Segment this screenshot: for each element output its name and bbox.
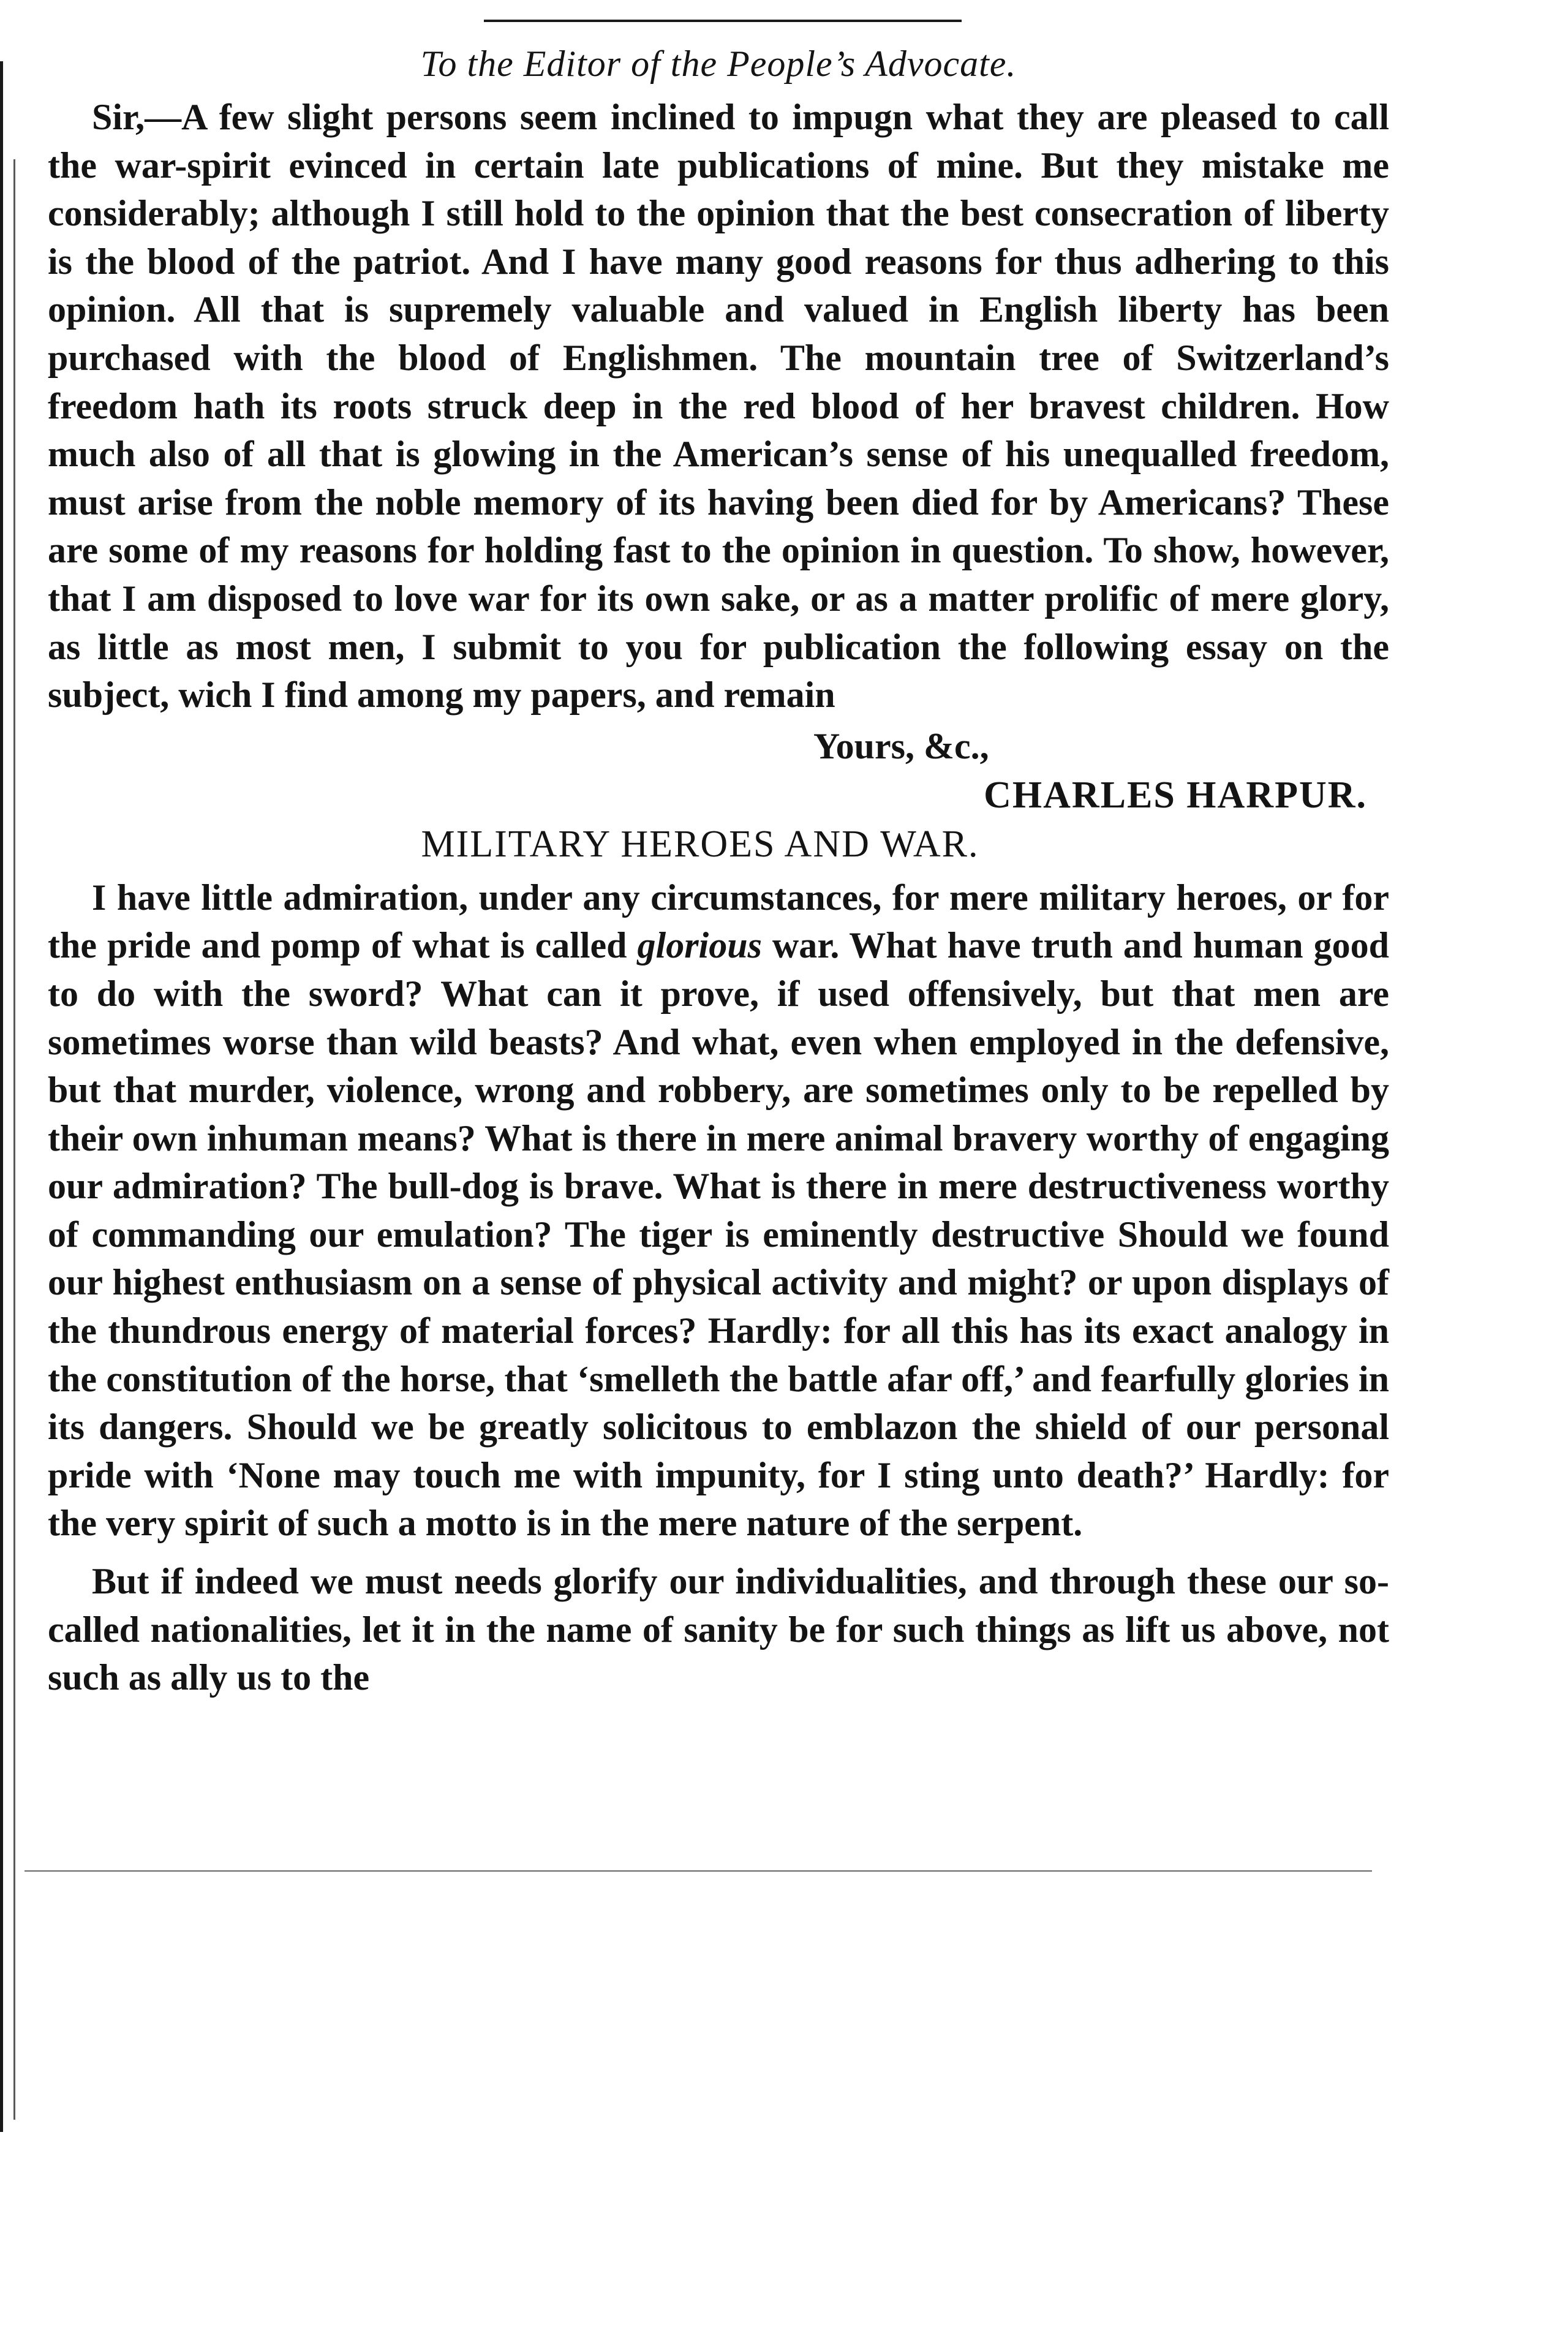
essay-paragraph-1-italic: glorious xyxy=(637,925,762,966)
top-rule xyxy=(484,20,962,22)
essay-title: MILITARY HEROES AND WAR. xyxy=(421,823,979,865)
strike-line xyxy=(24,1870,1372,1872)
column-rule xyxy=(0,61,3,2132)
side-rule xyxy=(13,159,15,2120)
article xyxy=(48,38,1389,1702)
essay-paragraph-1-rest: war. What have truth and human good to do with the sword? What can it prove, if used offensively, but that men are sometimes worse than wild beasts? And what, even when employed in the defensive, but that murder, violence, wrong and robbery, are sometimes only to be repelled by their own inhuman means? What is there in mere animal bravery worthy of engaging our admiration? The bull-dog is brave. What is there in mere destructiveness worthy of commanding our emulation? The tiger is eminently destructive Should we found our highest enthusiasm on a sense of physical activity and might? or upon displays of the thundrous energy of material forces? Hardly: for all this has its exact analogy in the constitution of the horse, that ‘smelleth the battle afar off,’ and fearfully glories in its dangers. Should we be greatly solicitous to emblazon the shield of our personal pride with ‘None may touch me with impunity, for I sting unto death?’ Hardly: for the very spirit of such a motto is in the mere nature of the serpent. xyxy=(48,925,1389,1544)
letter-body: Sir,—A few slight persons seem inclined to impugn what they are pleased to call the war-spirit evinced in certain late publications of mine. But they mistake me considerably; although I still hold to the opinion that the best consecration of liberty is the blood of the patriot. And I have many good reasons for thus adhering to this opinion. All that is supremely valuable and valued in English liberty has been purchased with the blood of Englishmen. The mountain tree of Switzerland’s freedom hath its roots struck deep in the red blood of her bravest children. How much also of all that is glowing in the American’s sense of his unequalled freedom, must arise from the noble memory of its having been died for by Americans? These are some of my reasons for holding fast to the opinion in question. To show, however, that I am disposed to love war for its own sake, or as a matter prolific of mere glory, as little as most men, I submit to you for publication the following essay on the subject, wich I find among my papers, and remain xyxy=(48,97,1389,716)
essay-paragraph-1 xyxy=(48,874,1389,1548)
essay-paragraph-2: But if indeed we must needs glorify our individualities, and through these our so-called nationalities, let it in the name of sanity be for such things as lift us above, not such as ally us to the xyxy=(48,1561,1389,1698)
letter-signoff: Yours, &c., xyxy=(813,725,989,766)
letter-signature: CHARLES HARPUR. xyxy=(984,774,1367,816)
letter-heading: To the Editor of the People’s Advocate. xyxy=(420,43,1017,84)
essay-paragraph-1-start: I have little admiration, under any circumstances, for mere military heroes, or for the pride and pomp of what is called xyxy=(48,877,1389,966)
